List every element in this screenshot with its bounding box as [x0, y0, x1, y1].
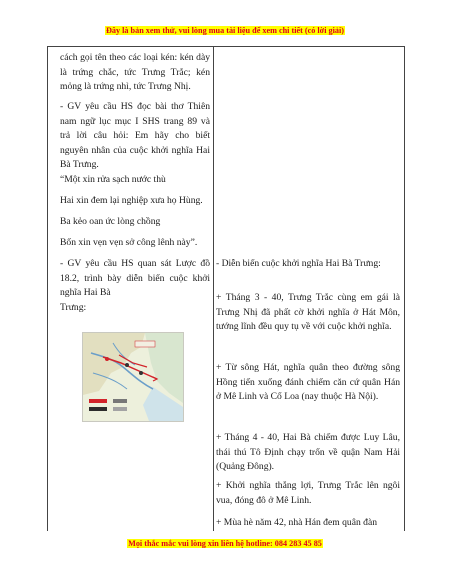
column-divider — [213, 47, 214, 531]
activity-column — [60, 47, 210, 531]
right-item-5: + Mùa hè năm 42, nhà Hán đem quân đàn — [216, 517, 377, 528]
right-item-2: + Từ sông Hát, nghĩa quân theo đường sông Hồng tiến xuống đánh chiếm căn cứ quân Hán ở Mê Linh và Cổ Loa (nay thuộc Hà Nội). — [216, 362, 400, 403]
right-item-3: + Tháng 4 - 40, Hai Bà chiếm được Luy Lâu, thái thú Tô Định chạy trốn về quận Nam Hải (Quảng Đông). — [216, 432, 400, 473]
poem-line-1: “Một xin rửa sạch nước thù — [60, 174, 166, 185]
content-column — [216, 47, 400, 531]
footer-notice: Mọi thắc mắc vui lòng xin liên hệ hotline: 084 283 45 85 — [128, 539, 322, 548]
poem-line-4: Bốn xin vẹn vẹn sở công lênh này”. — [60, 237, 198, 248]
lesson-table — [47, 46, 405, 531]
left-paragraph-2: - GV yêu cầu HS đọc bài thơ Thiên nam ngữ lục mục I SHS trang 89 và trả lời câu hỏi: Em hãy cho biết nguyên nhân của cuộc khởi nghĩa Hai Bà Trưng. — [60, 101, 210, 171]
historical-map-image — [82, 332, 184, 422]
right-item-1: + Tháng 3 - 40, Trưng Trắc cùng em gái là Trưng Nhị đã phất cờ khởi nghĩa ở Hát Môn, tướng lĩnh đều quy tụ về với cuộc khởi nghĩa. — [216, 292, 400, 333]
header-notice: Đây là bản xem thử, vui lòng mua tài liệu để xem chi tiết (có lời giải) — [105, 26, 344, 35]
right-item-4: + Khởi nghĩa thắng lợi, Trưng Trắc lên ngôi vua, đóng đô ở Mê Linh. — [216, 480, 400, 506]
right-heading: - Diễn biến cuộc khởi nghĩa Hai Bà Trưng: — [216, 258, 381, 269]
left-paragraph-1: cách gọi tên theo các loại kén: kén dày là trứng chắc, tức Trưng Trắc; kén mỏng là trứng nhì, tức Trưng Nhị. — [60, 52, 210, 93]
left-paragraph-3: - GV yêu cầu HS quan sát Lược đồ 18.2, trình bày diễn biến cuộc khởi nghĩa Hai Bà — [60, 258, 210, 299]
poem-line-2: Hai xin đem lại nghiệp xưa họ Hùng. — [60, 195, 203, 206]
left-paragraph-3-end: Trưng: — [60, 302, 87, 313]
poem-line-3: Ba kẻo oan ức lòng chồng — [60, 216, 161, 227]
